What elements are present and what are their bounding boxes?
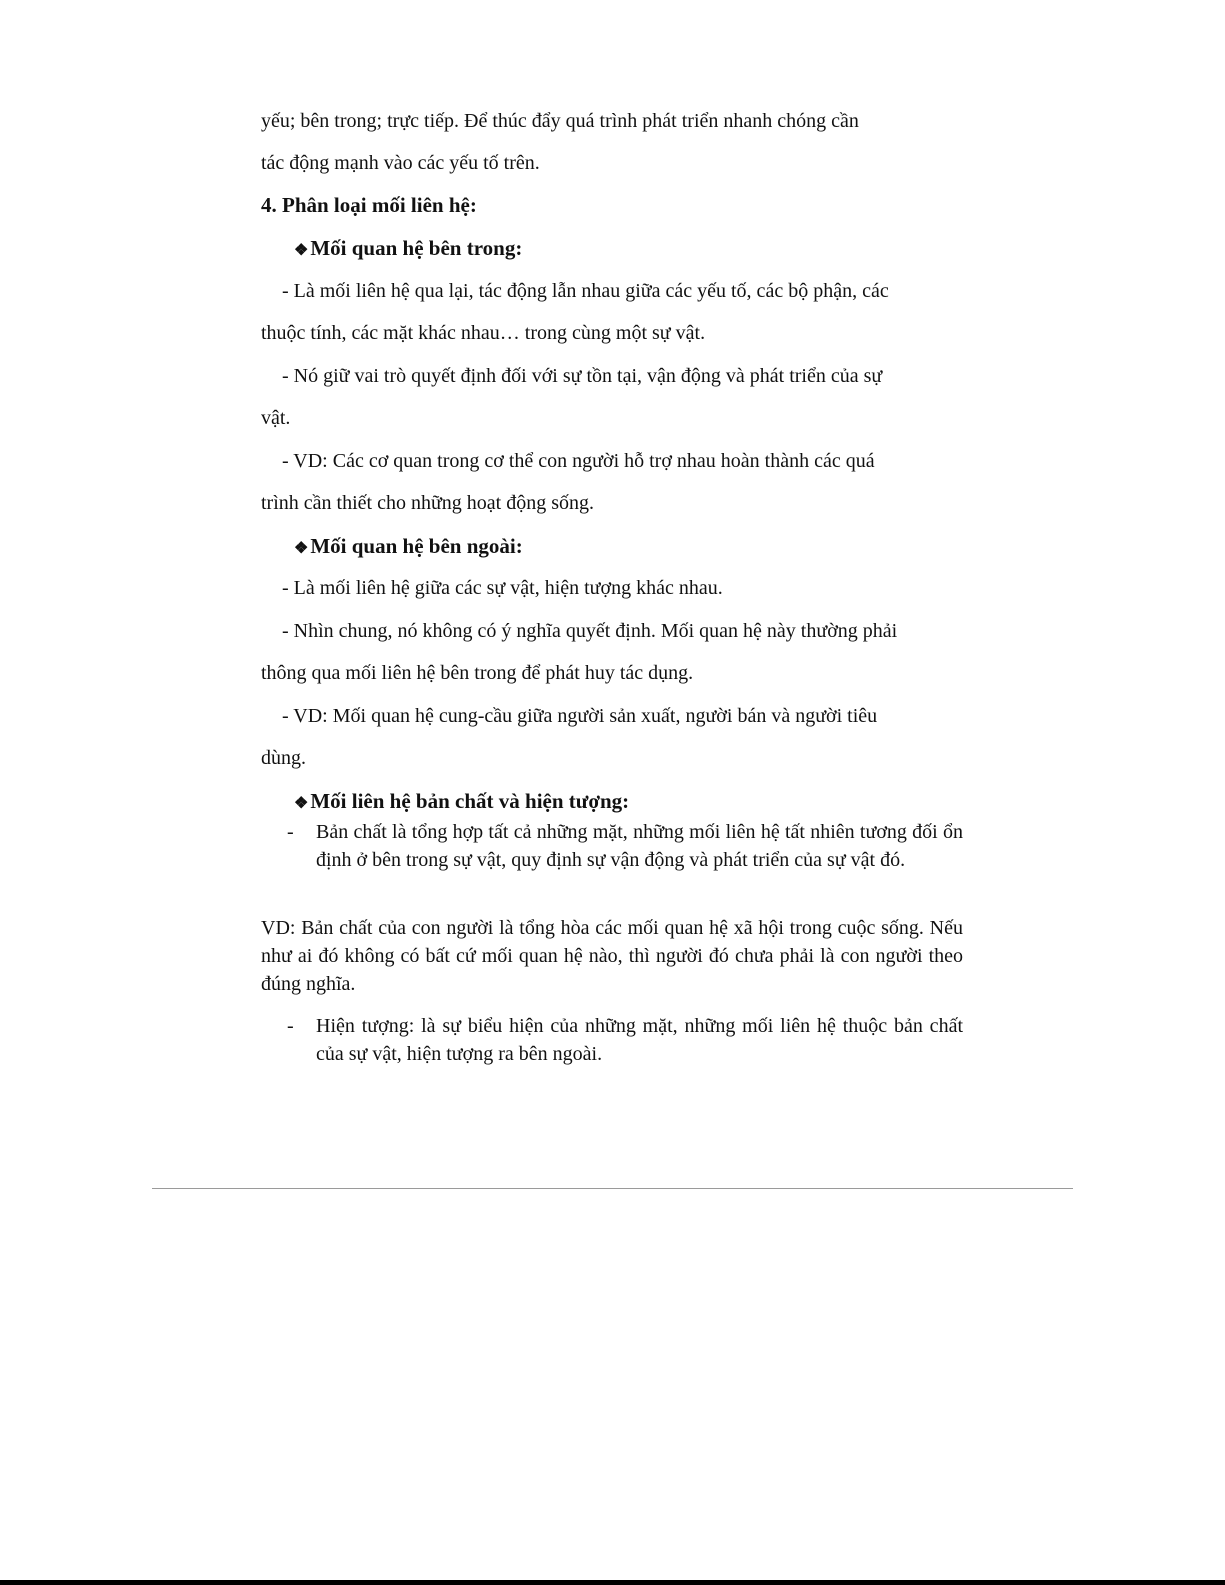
internal-paragraph-2-line-1: - Nó giữ vai trò quyết định đối với sự tồn tại, vận động và phát triển của sự	[282, 365, 883, 387]
internal-paragraph-2-line-2: vật.	[261, 407, 291, 429]
page-bottom-edge	[0, 1580, 1225, 1585]
essence-phenomenon-heading	[294, 789, 629, 816]
internal-relation-heading	[294, 236, 522, 263]
internal-example-line-1: - VD: Các cơ quan trong cơ thể con người hỗ trợ nhau hoàn thành các quá	[282, 450, 875, 472]
external-example-line-1: - VD: Mối quan hệ cung-cầu giữa người sản xuất, người bán và người tiêu	[282, 705, 878, 727]
dash-bullet-marker: -	[287, 1015, 294, 1037]
external-relation-heading	[294, 534, 523, 561]
external-paragraph-2-line-1: - Nhìn chung, nó không có ý nghĩa quyết định. Mối quan hệ này thường phải	[282, 620, 898, 642]
external-paragraph-2-line-2: thông qua mối liên hệ bên trong để phát huy tác dụng.	[261, 662, 694, 684]
continuation-line-2: tác động mạnh vào các yếu tố trên.	[261, 152, 540, 174]
external-relation-title: Mối quan hệ bên ngoài:	[310, 534, 523, 558]
internal-paragraph-1-line-1: - Là mối liên hệ qua lại, tác động lẫn nhau giữa các yếu tố, các bộ phận, các	[282, 280, 889, 302]
dash-bullet-marker: -	[287, 821, 294, 843]
external-paragraph-1-line-1: - Là mối liên hệ giữa các sự vật, hiện tượng khác nhau.	[282, 577, 723, 599]
internal-paragraph-1-line-2: thuộc tính, các mặt khác nhau… trong cùng một sự vật.	[261, 322, 706, 344]
diamond-bullet-icon: ❖	[294, 795, 309, 812]
essence-phenomenon-title: Mối liên hệ bản chất và hiện tượng:	[310, 789, 630, 813]
diamond-bullet-icon: ❖	[294, 242, 309, 259]
essence-example-paragraph: VD: Bản chất của con người là tổng hòa các mối quan hệ xã hội trong cuộc sống. Nếu như ai đó không có bất cứ mối quan hệ nào, thì người đó chưa phải là con người theo đúng nghĩa.	[261, 917, 963, 995]
section-heading: 4. Phân loại mối liên hệ:	[261, 193, 477, 217]
page-divider	[152, 1188, 1073, 1189]
internal-relation-title: Mối quan hệ bên trong:	[310, 236, 523, 260]
essence-bullet-text: Bản chất là tổng hợp tất cả những mặt, những mối liên hệ tất nhiên tương đối ổn định ở bên trong sự vật, quy định sự vận động và phát triển của sự vật đó.	[316, 821, 963, 871]
phenomenon-bullet-text: Hiện tượng: là sự biểu hiện của những mặt, những mối liên hệ thuộc bản chất của sự vật, hiện tượng ra bên ngoài.	[316, 1015, 963, 1065]
continuation-line-1: yếu; bên trong; trực tiếp. Để thúc đẩy quá trình phát triển nhanh chóng cần	[261, 110, 859, 132]
external-example-line-2: dùng.	[261, 747, 306, 769]
internal-example-line-2: trình cần thiết cho những hoạt động sống.	[261, 492, 595, 514]
diamond-bullet-icon: ❖	[294, 540, 309, 557]
